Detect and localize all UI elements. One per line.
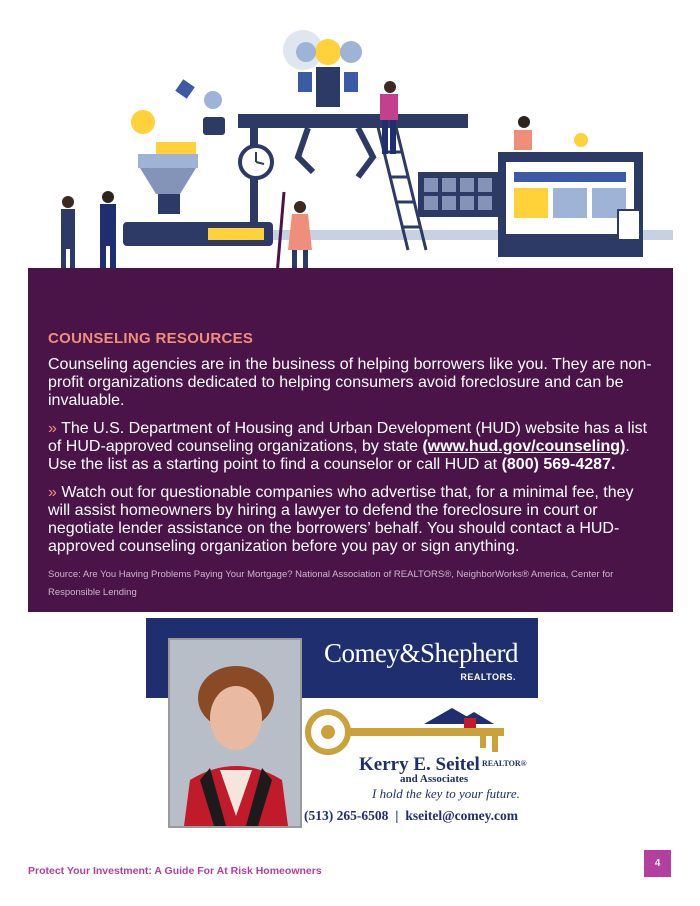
lightbulb-icons [283, 30, 362, 107]
agent-contact [304, 808, 518, 824]
robot-arm-icons [298, 128, 373, 177]
agent-associates: and Associates [400, 773, 469, 785]
bullet-hud: » The U.S. Department of Housing and Urban Development (HUD) website has a list of HUD-approved counseling organizations, by state (www.hud.gov/counseling). Use the list as a starting point to find a counselor or call HUD at (800) 569-4287. [48, 420, 648, 473]
brand-name: Comey&Shepherd [324, 638, 518, 668]
house-icon [424, 708, 494, 728]
agent-photo [168, 638, 302, 828]
agent-tagline: I hold the key to your future. [372, 786, 520, 801]
bullet-warning: » Watch out for questionable companies who advertise that, for a minimal fee, they will assist homeowners by hiring a lawyer to defend the foreclosure in court or negotiate lender assistance on the borrowers’ behalf. You should contact a HUD-approved counseling organization before you pay or sign anything. [48, 484, 634, 555]
agent-name: Kerry E. Seitel [359, 754, 480, 775]
page-number: 4 [644, 850, 671, 877]
funnel-machine [138, 154, 198, 214]
agent-portrait [170, 640, 300, 826]
brand-subtitle: REALTORS. [460, 672, 516, 682]
agent-email: kseitel@comey.com [405, 808, 519, 823]
machine-rail [238, 114, 468, 128]
realtor-ad [146, 618, 538, 828]
counseling-content [48, 330, 653, 602]
monitor-icon [498, 152, 643, 257]
intro-paragraph: Counseling agencies are in the business of helping borrowers like you. They are non-profit organizations dedicated to helping consumers avoid foreclosure and can be invaluable. [48, 356, 652, 409]
footer-title: Protect Your Investment: A Guide For At Risk Homeowners [28, 865, 322, 877]
hud-counseling-link[interactable]: (www.hud.gov/counseling) [422, 438, 626, 455]
bullet-marker: » [48, 484, 57, 501]
lamp-icon [574, 133, 588, 147]
contact-separator: | [395, 808, 399, 823]
grid-panel [418, 172, 508, 217]
section-heading: COUNSELING RESOURCES [48, 330, 254, 347]
clock-icon [240, 146, 272, 178]
agent-title: REALTOR® [482, 759, 527, 768]
source-citation: Source: Are You Having Problems Paying Your Mortgage? National Association of REALTORS®, NeighborWorks® America, Center for Responsible Lending [48, 569, 614, 598]
floating-tool-icons [131, 79, 225, 154]
bullet-marker: » [48, 420, 57, 437]
agent-phone: (513) 265-6508 [304, 808, 389, 823]
hud-phone: (800) 569-4287 [501, 456, 611, 473]
